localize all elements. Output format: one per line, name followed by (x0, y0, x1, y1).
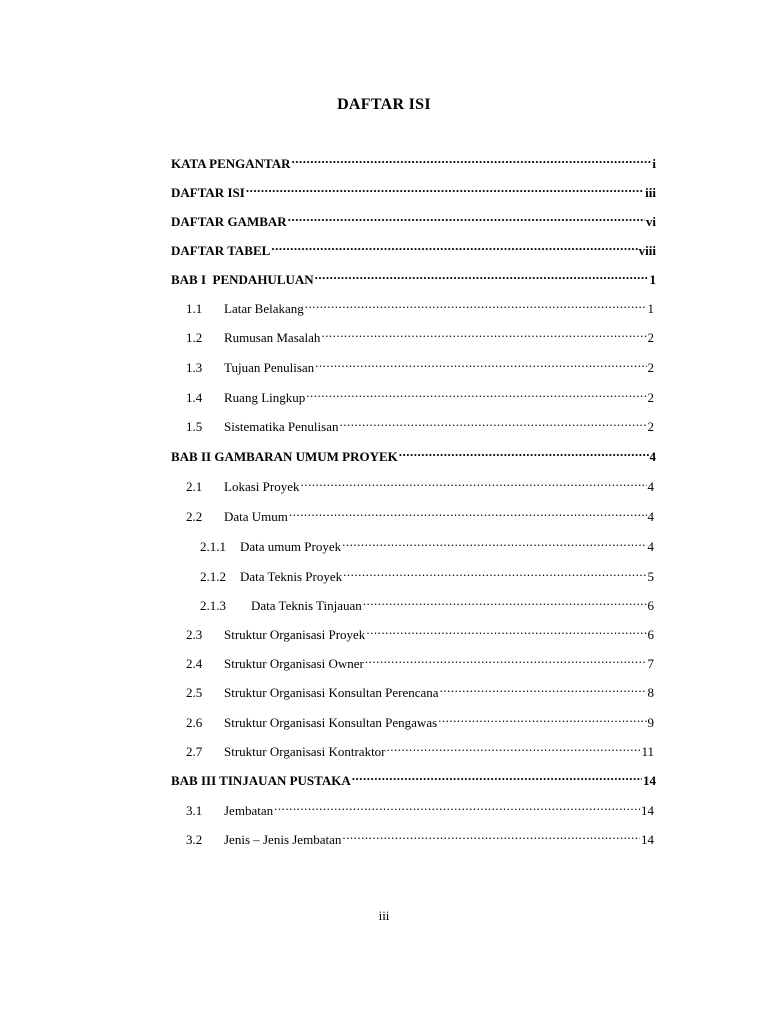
toc-entry-label: Sistematika Penulisan (224, 419, 339, 434)
toc-entry-2-1-2 (200, 563, 654, 584)
toc-entry-page: 4 (647, 479, 654, 494)
toc-entry-label: Rumusan Masalah (224, 330, 321, 345)
toc-entry-page: 8 (647, 685, 654, 700)
toc-entry-label: Lokasi Proyek (224, 479, 300, 494)
toc-entry-page: iii (645, 185, 656, 200)
toc-entry-label: Struktur Organisasi Kontraktor (224, 744, 386, 759)
toc-entry-daftar-tabel (171, 237, 656, 258)
toc-leader-dots (305, 295, 647, 313)
toc-entry-page: 5 (647, 569, 654, 584)
toc-entry-2-7 (186, 738, 654, 759)
toc-leader-dots (271, 237, 637, 255)
toc-entry-page: 9 (647, 715, 654, 730)
toc-entry-page: 1 (649, 272, 656, 287)
toc-entry-number: 2.1.2 (200, 569, 226, 584)
toc-entry-page: 2 (647, 330, 654, 345)
toc-entry-3-2 (186, 826, 654, 847)
toc-entry-number: 3.1 (186, 803, 203, 818)
toc-leader-dots (288, 208, 645, 226)
toc-entry-1-4 (186, 384, 654, 405)
toc-entry-label: Jembatan (224, 803, 274, 818)
toc-entry-label: Ruang Lingkup (224, 390, 306, 405)
toc-entry-label: Struktur Organisasi Owner (224, 656, 364, 671)
toc-entry-1-2 (186, 324, 654, 345)
toc-entry-number: 2.1 (186, 479, 203, 494)
toc-entry-2-4 (186, 650, 654, 671)
toc-entry-number: 2.1.3 (200, 598, 226, 613)
toc-entry-kata-pengantar (171, 150, 656, 171)
toc-entry-page: 14 (641, 832, 654, 847)
toc-entry-label: DAFTAR TABEL (171, 243, 271, 258)
toc-leader-dots (315, 354, 646, 372)
toc-entry-number: 1.5 (186, 419, 203, 434)
toc-entry-label: BAB I PENDAHULUAN (171, 272, 314, 287)
toc-leader-dots (321, 324, 646, 342)
toc-entry-page: 6 (647, 598, 654, 613)
toc-entry-page: 4 (647, 509, 654, 524)
toc-entry-1-1 (186, 295, 654, 316)
toc-entry-3-1 (186, 797, 654, 818)
toc-entry-daftar-gambar (171, 208, 656, 229)
page-number: iii (378, 908, 390, 923)
toc-entry-number: 1.2 (186, 330, 203, 345)
toc-entry-label: Data Umum (224, 509, 288, 524)
toc-leader-dots (342, 533, 646, 551)
toc-entry-label: Struktur Organisasi Konsultan Pengawas (224, 715, 438, 730)
toc-leader-dots (339, 413, 646, 431)
toc-entry-page: 2 (647, 360, 654, 375)
toc-leader-dots (438, 709, 646, 727)
toc-leader-dots (363, 592, 647, 610)
toc-entry-2-1-1 (200, 533, 654, 554)
page-title: DAFTAR ISI (337, 96, 431, 113)
toc-entry-bab-2 (171, 443, 656, 464)
toc-entry-label: Data umum Proyek (240, 539, 342, 554)
toc-entry-number: 1.4 (186, 390, 203, 405)
toc-entry-number: 2.1.1 (200, 539, 226, 554)
toc-entry-2-6 (186, 709, 654, 730)
toc-entry-page: 7 (647, 656, 654, 671)
toc-leader-dots (246, 179, 644, 197)
toc-leader-dots (289, 503, 647, 521)
toc-entry-page: 1 (647, 301, 654, 316)
toc-entry-number: 3.2 (186, 832, 203, 847)
toc-entry-page: 2 (647, 390, 654, 405)
toc-entry-daftar-isi (171, 179, 656, 200)
toc-entry-bab-1 (171, 266, 656, 287)
toc-leader-dots (365, 650, 647, 668)
toc-leader-dots (343, 563, 646, 581)
toc-entry-page: 14 (643, 773, 656, 788)
toc-entry-page: 4 (649, 449, 656, 464)
toc-leader-dots (342, 826, 640, 844)
toc-entry-1-5 (186, 413, 654, 434)
toc-entry-label: KATA PENGANTAR (171, 156, 291, 171)
toc-entry-page: viii (638, 243, 656, 258)
toc-leader-dots (352, 767, 642, 785)
toc-leader-dots (366, 621, 646, 639)
toc-entry-page: vi (645, 214, 656, 229)
toc-entry-number: 2.3 (186, 627, 203, 642)
toc-entry-2-2 (186, 503, 654, 524)
toc-entry-label: Latar Belakang (224, 301, 304, 316)
toc-entry-label: DAFTAR GAMBAR (171, 214, 287, 229)
toc-entry-1-3 (186, 354, 654, 375)
toc-entry-number: 2.5 (186, 685, 203, 700)
toc-entry-2-3 (186, 621, 654, 642)
toc-leader-dots (292, 150, 652, 168)
toc-entry-page: 4 (647, 539, 654, 554)
toc-leader-dots (387, 738, 641, 756)
toc-entry-2-5 (186, 679, 654, 700)
toc-entry-page: 6 (647, 627, 654, 642)
toc-leader-dots (315, 266, 649, 284)
toc-entry-page: 14 (641, 803, 654, 818)
toc-entry-page: i (652, 156, 656, 171)
toc-entry-label: BAB II GAMBARAN UMUM PROYEK (171, 449, 398, 464)
toc-entry-page: 11 (641, 744, 654, 759)
toc-leader-dots (440, 679, 647, 697)
toc-leader-dots (274, 797, 640, 815)
toc-entry-page: 2 (647, 419, 654, 434)
toc-entry-number: 2.2 (186, 509, 203, 524)
toc-entry-bab-3 (171, 767, 656, 788)
toc-entry-label: Struktur Organisasi Konsultan Perencana (224, 685, 439, 700)
toc-leader-dots (399, 443, 649, 461)
toc-entry-label: DAFTAR ISI (171, 185, 245, 200)
toc-entry-number: 2.4 (186, 656, 203, 671)
toc-entry-number: 1.3 (186, 360, 203, 375)
toc-entry-number: 2.6 (186, 715, 203, 730)
toc-leader-dots (306, 384, 646, 402)
toc-entry-number: 2.7 (186, 744, 203, 759)
toc-entry-label: Data Teknis Proyek (240, 569, 343, 584)
toc-entry-label: Struktur Organisasi Proyek (224, 627, 366, 642)
toc-leader-dots (300, 473, 646, 491)
toc-entry-label: Data Teknis Tinjauan (251, 598, 362, 613)
toc-entry-label: Jenis – Jenis Jembatan (224, 832, 342, 847)
toc-entry-2-1 (186, 473, 654, 494)
toc-entry-number: 1.1 (186, 301, 203, 316)
toc-entry-label: BAB III TINJAUAN PUSTAKA (171, 773, 351, 788)
toc-entry-label: Tujuan Penulisan (224, 360, 315, 375)
toc-entry-2-1-3 (200, 592, 654, 613)
